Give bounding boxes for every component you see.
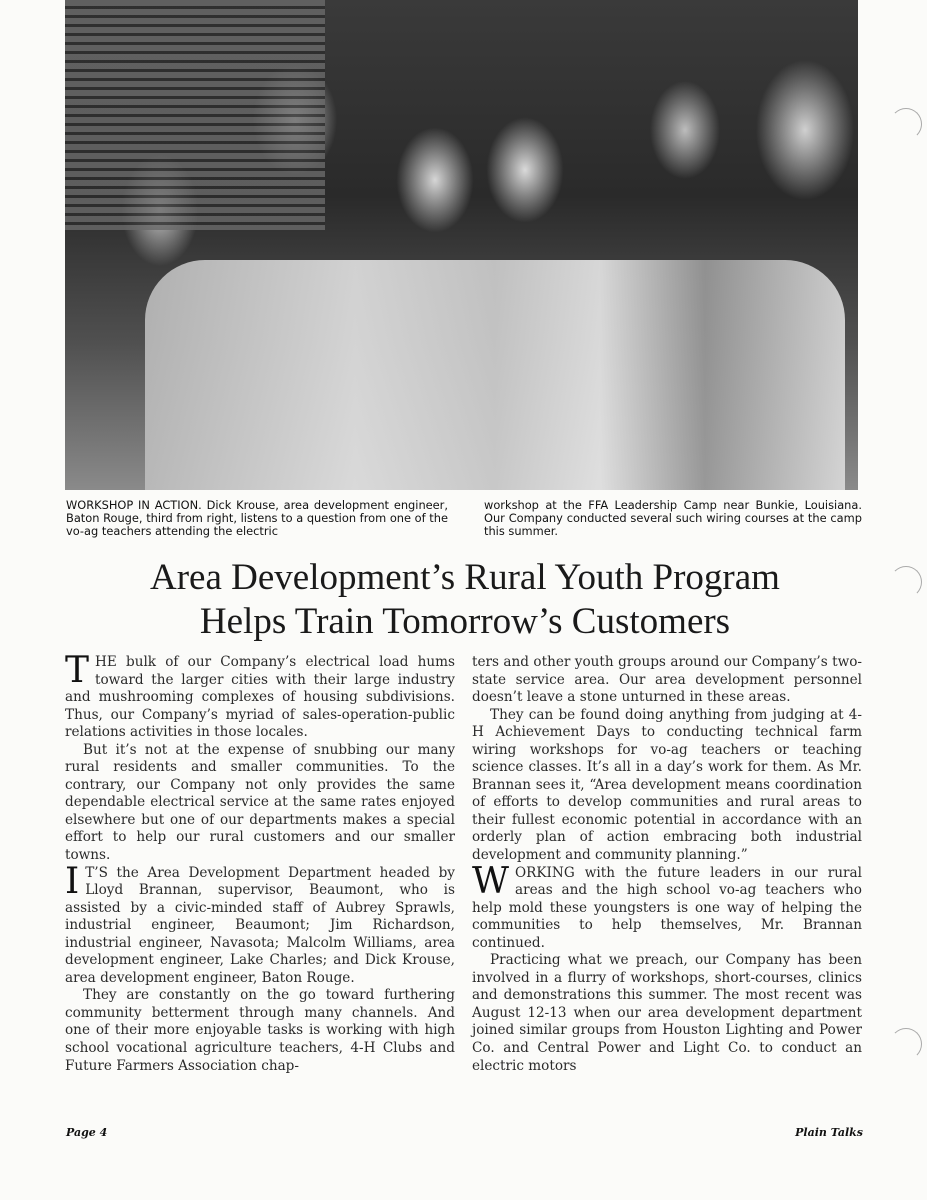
caption-lead: WORKSHOP IN ACTION. xyxy=(66,498,202,512)
paragraph: But it’s not at the expense of snubbing our many rural residents and smaller communities. To the contrary, our Company not only provides the same dependable electrical service at the same rates enjoyed elsewhere but one of our departments makes a special effort to help our rural customers and our smaller towns. xyxy=(65,741,455,864)
drop-cap: I xyxy=(65,860,80,902)
paragraph xyxy=(65,650,455,742)
publication-name: Plain Talks xyxy=(795,1126,863,1139)
headline-line-1: Area Development’s Rural Youth Program xyxy=(150,557,780,598)
paragraph: They are constantly on the go toward furthering community betterment through many channels. And one of their more enjoyable tasks is working with high school vocational agriculture teachers, 4-H Clubs and Future Farmers Association chap- xyxy=(65,987,455,1074)
drop-cap: T xyxy=(65,650,90,691)
workshop-photo xyxy=(65,0,858,490)
headline-line-2: Helps Train Tomorrow’s Customers xyxy=(199,601,731,642)
paragraph: ters and other youth groups around our Company’s two-state service area. Our area development personnel doesn’t leave a stone unturned in these areas. xyxy=(472,654,862,706)
article-headline xyxy=(40,556,890,644)
photo-caption-right: workshop at the FFA Leadership Camp near Bunkie, Louisiana. Our Company conducted several such wiring courses at the camp this summer. xyxy=(484,498,862,539)
paragraph xyxy=(65,860,455,988)
article-column-right xyxy=(472,654,862,1075)
caption-text-left: Dick Krouse, area development engineer, Baton Rouge, third from right, listens to a question from one of the vo-ag teachers attending the electric xyxy=(66,498,448,539)
group-of-men xyxy=(145,260,845,490)
drop-cap: W xyxy=(472,860,510,902)
photo-caption-left xyxy=(66,499,448,539)
page-number: Page 4 xyxy=(66,1126,108,1139)
article-column-left xyxy=(65,650,455,1075)
paragraph-text: ORKING with the future leaders in our rural areas and the high school vo-ag teachers who help mold these youngsters is one way of helping the communities to help themselves, Mr. Brannan continued. xyxy=(472,864,862,951)
paragraph-text: T’S the Area Development Department headed by Lloyd Brannan, supervisor, Beaumont, who is assisted by a civic-minded staff of Aubrey Sprawls, industrial engineer, Beaumont; Jim Richardson, industrial engineer, Navasota; Malcolm Williams, area development engineer, Lake Charles; and Dick Krouse, area development engineer, Baton Rouge. xyxy=(65,864,455,986)
paragraph: They can be found doing anything from judging at 4-H Achievement Days to conducting technical farm wiring workshops for vo-ag teachers or teaching science classes. It’s all in a day’s work for them. As Mr. Brannan sees it, “Area development means coordination of efforts to develop communities and rural areas to their fullest economic potential in accordance with an orderly plan of action embracing both industrial development and community planning.” xyxy=(472,706,862,864)
paragraph: Practicing what we preach, our Company has been involved in a flurry of workshops, short-courses, clinics and demonstrations this summer. The most recent was August 12-13 when our area development department joined similar groups from Houston Lighting and Power Co. and Central Power and Light Co. to conduct an electric motors xyxy=(472,952,862,1074)
paragraph xyxy=(472,860,862,953)
binder-hole xyxy=(890,1028,922,1060)
paragraph-text: HE bulk of our Company’s electrical load hums toward the larger cities with their large industry and mushrooming complexes of housing subdivisions. Thus, our Company’s myriad of sales-operation-public relations activities in those locales. xyxy=(65,654,455,741)
binder-hole xyxy=(890,566,922,598)
window-blinds xyxy=(65,0,325,230)
binder-hole xyxy=(890,108,922,140)
